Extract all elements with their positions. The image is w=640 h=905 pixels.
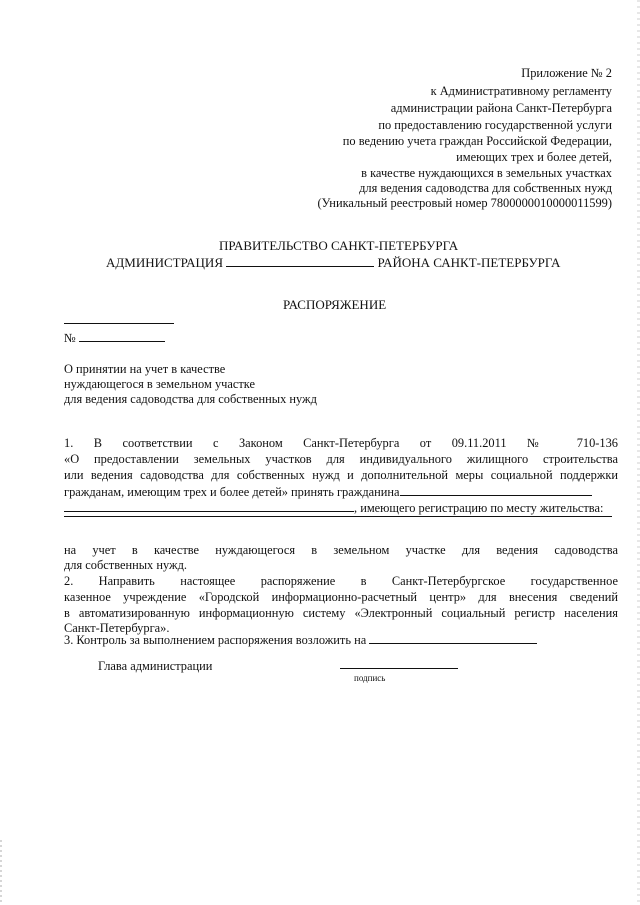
administration-heading (106, 255, 560, 270)
scan-edge-left (0, 840, 2, 905)
government-heading: ПРАВИТЕЛЬСТВО САНКТ-ПЕТЕРБУРГА (219, 238, 459, 253)
body-text: гражданам, имеющим трех и более детей» принять гражданина (64, 485, 400, 499)
number-row (64, 330, 165, 346)
subject-line: нуждающегося в земельном участке (64, 377, 255, 391)
appendix-line: для ведения садоводства для собственных нужд (359, 181, 612, 195)
subject-line: для ведения садоводства для собственных нужд (64, 392, 317, 406)
number-blank[interactable] (79, 330, 165, 342)
head-of-administration-label: Глава администрации (98, 659, 213, 673)
body-line: 2. Направить настоящее распоряжение в Санкт-Петербургское государственное (64, 574, 618, 588)
admin-prefix: АДМИНИСТРАЦИЯ (106, 255, 223, 270)
body-line: или ведения садоводства для собственных нужд и дополнительной меры социальной поддержки (64, 468, 618, 482)
body-line: казенное учреждение «Городской информационно-расчетный центр» для внесения сведений (64, 590, 618, 604)
body-line (64, 500, 603, 516)
appendix-line: по ведению учета граждан Российской Федерации, (342, 134, 612, 148)
number-label: № (64, 331, 76, 345)
signature-caption: подпись (354, 673, 386, 683)
signature-line[interactable] (340, 668, 458, 669)
body-line: в автоматизированную информационную систему «Электронный социальный регистр населения (64, 606, 618, 620)
appendix-line: по предоставлению государственной услуги (378, 118, 612, 132)
body-line: на учет в качестве нуждающегося в земельном участке для ведения садоводства (64, 543, 618, 557)
citizen-name-blank[interactable] (400, 484, 592, 496)
document-title: РАСПОРЯЖЕНИЕ (283, 297, 387, 312)
body-line: 1. В соответствии с Законом Санкт-Петербурга от 09.11.2011 № 710-136 (64, 436, 618, 450)
appendix-line: Приложение № 2 (521, 66, 612, 80)
appendix-line: имеющих трех и более детей, (456, 150, 612, 164)
appendix-line: в качестве нуждающихся в земельных участках (361, 166, 612, 180)
appendix-line: к Административному регламенту (430, 84, 612, 98)
admin-suffix: РАЙОНА САНКТ-ПЕТЕРБУРГА (377, 255, 561, 270)
body-line: Санкт-Петербурга». (64, 621, 170, 635)
body-text: 3. Контроль за выполнением распоряжения возложить на (64, 633, 367, 647)
district-blank[interactable] (226, 255, 374, 267)
date-blank[interactable] (64, 323, 174, 324)
subject-line: О принятии на учет в качестве (64, 362, 226, 376)
body-line (64, 484, 592, 500)
address-blank[interactable] (64, 516, 612, 517)
responsible-person-blank[interactable] (369, 632, 537, 644)
citizen-name-blank-2[interactable] (64, 500, 354, 512)
body-line: для собственных нужд. (64, 558, 187, 572)
body-line (64, 632, 537, 648)
body-text: , имеющего регистрацию по месту жительства: (354, 501, 604, 515)
appendix-line: администрации района Санкт-Петербурга (390, 101, 612, 115)
appendix-line: (Уникальный реестровый номер 7800000010000011599) (317, 196, 612, 210)
body-line: «О предоставлении земельных участков для индивидуального жилищного строительства (64, 452, 618, 466)
